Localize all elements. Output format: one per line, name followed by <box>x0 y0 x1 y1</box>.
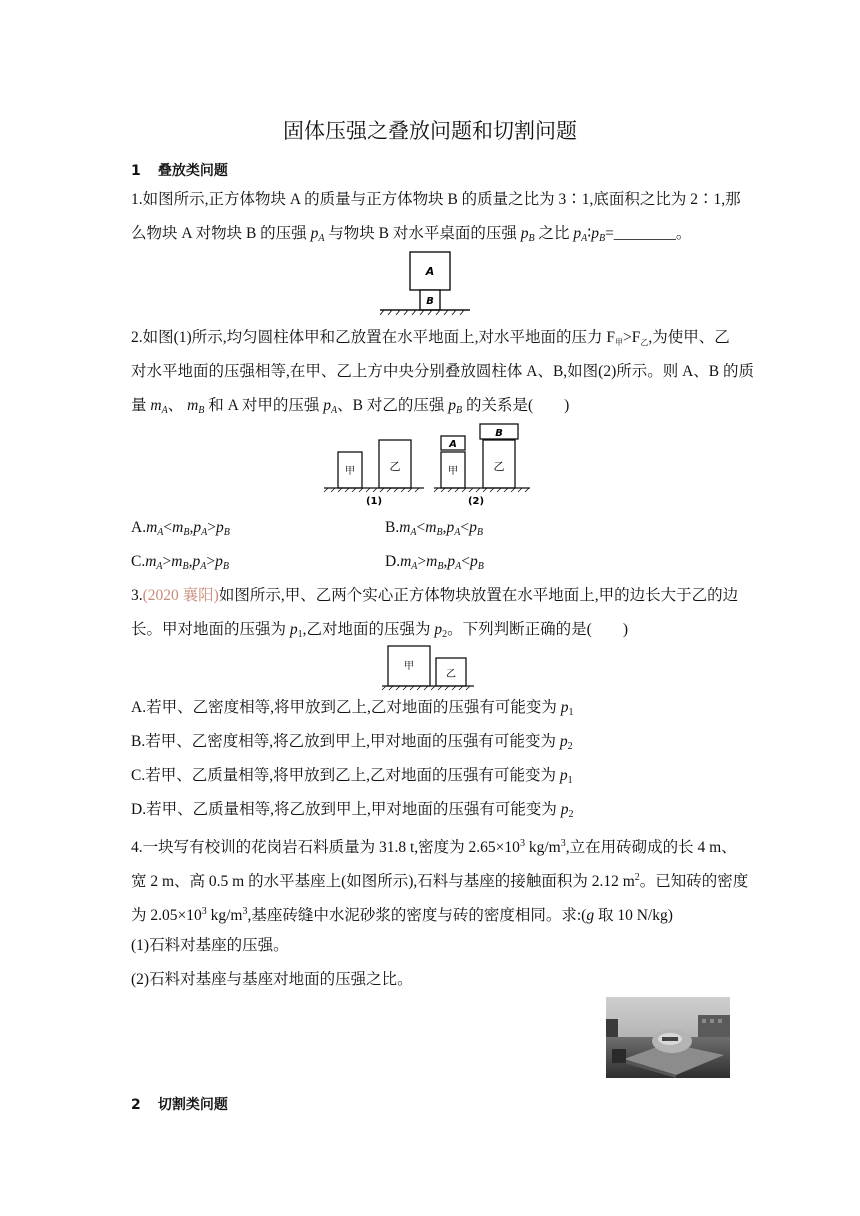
q4-sup: 2 <box>634 872 640 883</box>
q4-text: 。已知砖的密度 <box>639 873 749 890</box>
q3-figure <box>380 644 476 692</box>
q4-text: 为 2.05×10 <box>131 907 202 924</box>
q4-text: kg/m <box>524 839 561 856</box>
q4-text: ,基座砖缝中水泥砂浆的密度与砖的密度相同。求:( <box>247 907 587 924</box>
q1-line1 <box>131 190 741 210</box>
q4-line3 <box>131 902 673 926</box>
q4-line2 <box>131 868 748 892</box>
q2-line2 <box>131 362 754 382</box>
option-text: C.若甲、乙质量相等,将甲放到乙上,乙对地面的压强有可能变为 <box>131 767 560 784</box>
q3-option-a: A.若甲、乙密度相等,将甲放到乙上,乙对地面的压强有可能变为 $p_1$ <box>131 699 574 718</box>
q1-figure <box>380 248 470 316</box>
jia-label: 甲 <box>404 661 414 672</box>
jia-label-1: 甲 <box>345 466 355 477</box>
section-number: 1 <box>131 163 141 179</box>
q2-text: >F <box>622 329 641 346</box>
q4-text: 宽 2 m、高 0.5 m 的水平基座上(如图所示),石料与基座的接触面积为 2.12 m <box>131 873 635 890</box>
section-heading-2 <box>131 1094 228 1114</box>
q1-text: 之比 <box>534 225 574 242</box>
q2-text: 量 <box>131 397 151 414</box>
q3-option-d: D.若甲、乙质量相等,将乙放到甲上,甲对地面的压强有可能变为 $p_2$ <box>131 801 574 820</box>
option-letter: C. <box>131 553 146 570</box>
option-sub: 2 <box>568 809 574 820</box>
q3-text: 3. <box>131 587 143 604</box>
q2-text: 、B 对乙的压强 <box>337 397 449 414</box>
option-sub: 1 <box>567 775 573 786</box>
q1-text: 么物块 A 对物块 B 的压强 <box>131 225 311 242</box>
section-label: 叠放类问题 <box>157 163 228 179</box>
option-text: A.若甲、乙密度相等,将甲放到乙上,乙对地面的压强有可能变为 <box>131 699 561 716</box>
q3-source: (2020 襄阳) <box>142 587 219 604</box>
option-letter: B. <box>385 519 400 536</box>
q4-text: 4.一块写有校训的花岗岩石料质量为 31.8 t,密度为 2.65×10 <box>131 839 520 856</box>
q2-option-a: $A.m_A<m_B,p_A>p_B$ <box>131 519 230 538</box>
q2-line1 <box>131 328 730 353</box>
q3-text: 如图所示,甲、乙两个实心正方体物块放置在水平地面上,甲的边长大于乙的边 <box>218 587 739 604</box>
q1-text: 与物块 B 对水平桌面的压强 <box>324 225 521 242</box>
q2-figure <box>322 420 532 508</box>
q4-g: g <box>586 907 595 924</box>
q3-line1 <box>131 586 738 606</box>
option-text: D.若甲、乙质量相等,将乙放到甲上,甲对地面的压强有可能变为 <box>131 801 561 818</box>
stone-photo <box>606 997 730 1078</box>
q2-text: 对水平地面的压强相等,在甲、乙上方中央分别叠放圆柱体 A、B,如图(2)所示。则 A、B 的质 <box>131 363 755 380</box>
q4-text: kg/m <box>206 907 243 924</box>
q4-sub2 <box>131 970 413 990</box>
q2-line3: 量 $m_A$、 $m_B$ 和 A 对甲的压强 $p_A$、B 对乙的压强 $p_B$ 的关系是( ) <box>131 397 570 416</box>
q3-line2: 长。甲对地面的压强为 $p_1$,乙对地面的压强为 $p_2$。下列判断正确的是( ) <box>131 621 628 640</box>
q3-option-c: C.若甲、乙质量相等,将甲放到乙上,乙对地面的压强有可能变为 $p_1$ <box>131 767 573 786</box>
q2-sub: 甲 <box>614 338 623 347</box>
section-label: 切割类问题 <box>157 1097 228 1113</box>
option-sub: 2 <box>567 741 573 752</box>
b-label: B <box>495 428 503 439</box>
q4-text: (1)石料对基座的压强。 <box>131 937 289 954</box>
q1-line2: 么物块 A 对物块 B 的压强 $p_A$ 与物块 B 对水平桌面的压强 $p_B$ 之比 $p_A∶p_B=\_\_\_\_\_\_\_\_$。 <box>131 225 692 244</box>
option-sub: 1 <box>568 707 574 718</box>
block-a-label: A <box>425 265 435 278</box>
q2-option-c: $C.m_A>m_B,p_A>p_B$ <box>131 553 229 572</box>
q2-option-d: $D.m_A>m_B,p_A<p_B$ <box>385 553 484 572</box>
caption-2: (2) <box>467 496 485 507</box>
q4-text: ,立在用砖砌成的长 4 m、 <box>565 839 737 856</box>
q3-text: ,乙对地面的压强为 <box>302 621 435 638</box>
q4-sup: 3 <box>201 906 207 917</box>
a-label: A <box>449 439 457 450</box>
yi-label: 乙 <box>446 669 456 680</box>
yi-label-2: 乙 <box>493 460 505 473</box>
option-text: B.若甲、乙密度相等,将乙放到甲上,甲对地面的压强有可能变为 <box>131 733 560 750</box>
option-letter: D. <box>385 553 401 570</box>
page-title: 固体压强之叠放问题和切割问题 <box>283 119 577 143</box>
q4-text: (2)石料对基座与基座对地面的压强之比。 <box>131 971 413 988</box>
q2-text: 、 <box>167 397 188 414</box>
q1-text: 1.如图所示,正方体物块 A 的质量与正方体物块 B 的质量之比为 3∶1,底面积之比为 2∶1,那 <box>131 191 741 208</box>
q4-sub1 <box>131 936 289 956</box>
q4-line1 <box>131 834 737 858</box>
q3-text: 。下列判断正确的是( ) <box>447 621 628 638</box>
section-number: 2 <box>131 1097 141 1113</box>
option-letter: A. <box>131 519 147 536</box>
q3-text: 长。甲对地面的压强为 <box>131 621 290 638</box>
q2-option-b: $B.m_A<m_B,p_A<p_B$ <box>385 519 483 538</box>
ground-hatch <box>380 310 464 315</box>
yi-label-1: 乙 <box>389 460 401 473</box>
q2-text: 2.如图(1)所示,均匀圆柱体甲和乙放置在水平地面上,对水平地面的压力 F <box>131 329 615 346</box>
jia-label-2: 甲 <box>448 466 458 477</box>
q2-text: 和 A 对甲的压强 <box>204 397 324 414</box>
q2-text: ,为使甲、乙 <box>648 329 730 346</box>
section-heading-1 <box>131 160 228 180</box>
q3-option-b: B.若甲、乙密度相等,将乙放到甲上,甲对地面的压强有可能变为 $p_2$ <box>131 733 573 752</box>
q1-text: =________。 <box>605 225 692 242</box>
block-b-label: B <box>426 296 434 307</box>
q4-text: 取 10 N/kg) <box>594 907 673 924</box>
q2-text: 的关系是( ) <box>462 397 570 414</box>
q2-sub: 乙 <box>640 338 649 347</box>
q4-sup: 3 <box>519 838 525 849</box>
q4-sup: 3 <box>242 906 248 917</box>
caption-1: (1) <box>365 496 383 507</box>
q4-sup: 3 <box>560 838 566 849</box>
